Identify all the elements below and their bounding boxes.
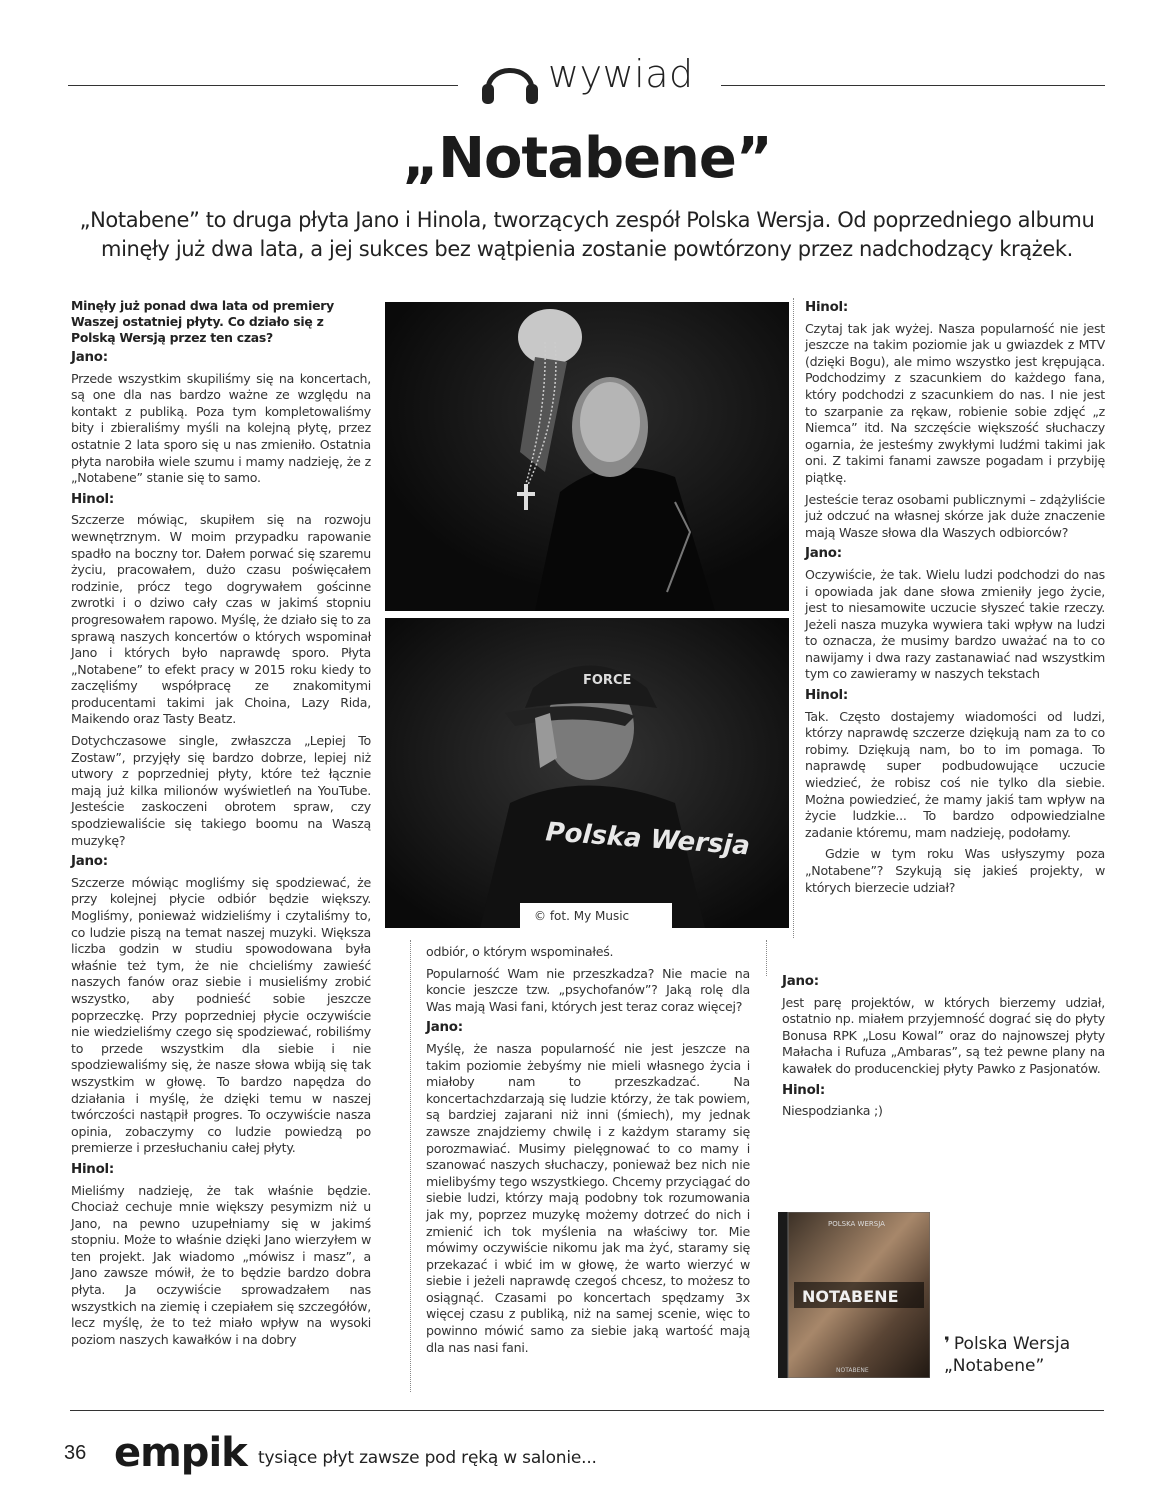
answer: Myślę, że nasza popularność nie jest jeszcze na takim poziomie żebyśmy nie mieli własnego życia i miałoby nam to przeszkadzać. Na koncertachzdarzają się ludzie którzy, że tak powiem, są bardziej zajarani niż inni (śmiech), my jednak zawsze znajdziemy chwilę i z każdym staramy się porozmawiać. Musimy pielęgnować to co mamy i szanować naszych słuchaczy, ponieważ bez nich nie mielibyśmy tego wszystkiego. Chcemy przyciągać do siebie ludzi, którzy mają podobny tok rozumowania jak my, poprzez muzykę możemy dotrzeć do nich i zmienić ich tok myślenia na właściwy tor. Mie mówimy oczywiście nikomu jak ma żyć, staramy się przekazać i wbić im w głowę, że warto wierzyć w siebie i jeżeli naprawdę czegoś chcesz, to możesz to osiągnąć. Czasami po koncertach spędzamy 3x więcej czasu z publiką, niż na samej scenie, więc to powinno mówić samo za siebie jaką wartość mają dla nas nasi fani. bbox=[426, 1040, 750, 1355]
speaker-label: Hinol: bbox=[805, 300, 848, 315]
column-divider bbox=[766, 940, 767, 976]
album-caption-title: „Notabene” bbox=[944, 1356, 1045, 1376]
answer: Mieliśmy nadzieję, że tak właśnie będzie. Chociaż cechuje mnie większy pesymizm niż u Jano, na pewno uzupełniamy się w jakimś stopniu. Może to właśnie dzięki Jano wierzyłem w ten projekt. Jak wiadomo „mówisz i masz”, a Jano zawsze mówił, że to będzie bardzo dobra płyta. Ja oczywiście sprowadzałem nas wszystkich na ziemię i czepiałem się szczegółów, lecz myślę, że to też miało wpływ na wysoki poziom naszych kawałków i na dobry bbox=[71, 1182, 371, 1347]
article-title: „Notabene” bbox=[402, 126, 772, 191]
question: Jesteście teraz osobami publicznymi – zdążyliście już odczuć na własnej skórze jak duże znaczenie mają Wasze słowa dla Waszych odbiorców? bbox=[805, 491, 1105, 540]
column-middle bbox=[426, 944, 750, 1361]
section-line-left bbox=[68, 85, 458, 86]
album-cover bbox=[778, 1212, 930, 1378]
column-right-continued bbox=[782, 972, 1105, 1125]
speaker-label: Jano: bbox=[426, 1020, 463, 1036]
footer-rule bbox=[70, 1410, 1104, 1411]
shirt-text: Polska Wersja bbox=[544, 817, 751, 862]
speaker-label: Jano: bbox=[805, 546, 842, 562]
empik-logo: empik bbox=[114, 1430, 247, 1476]
page-number: 36 bbox=[64, 1442, 87, 1464]
footer-slogan: tysiące płyt zawsze pod ręką w salonie... bbox=[258, 1448, 597, 1468]
headphones-icon bbox=[478, 50, 542, 106]
portrait-illustration bbox=[385, 302, 789, 611]
speaker-label: Jano: bbox=[71, 854, 108, 870]
photo-credit: © fot. My Music bbox=[520, 903, 672, 929]
answer: Tak. Często dostajemy wiadomości od ludzi, którzy naprawdę szczerze dziękują nam za to co robimy. Dziękują nam, bo to im pomaga. To naprawdę super podbudowujące uczucie wiedzieć, że robisz coś nie tylko dla siebie. Można powiedzieć, że mamy jakiś tam wpływ na życie ludzkie... To bardzo odpowiedzialne zadanie któremu, mam nadzieję, podołamy. bbox=[805, 708, 1105, 840]
speaker-label: Hinol: bbox=[71, 1161, 114, 1177]
column-divider bbox=[793, 298, 794, 938]
answer: Szczerze mówiąc mogliśmy się spodziewać, że przy kolejnej płycie odbiór będzie większy. Mogliśmy, ponieważ widzieliśmy i czytaliśmy to, co ludzie piszą na temat naszej muzyki. Większa liczba godzin w studiu spowodowana była właśnie też tym, że nie chcieliśmy zawieść naszych fanów oraz siebie i musieliśmy zrobić wszystko, aby podnieść sobie jeszcze poprzeczkę. Przy poprzedniej płycie oczywiście nie wiedzieliśmy czego się spodziewać, robiliśmy to przede wszystkim dla siebie i nie spodziewaliśmy się, że nasze słowa wbiją się tak wszystkim w głowę. To bardzo napędza do działania i myślę, że dzięki temu w naszej twórczości nastąpił progres. To oczywiście nasza opinia, zobaczymy co ludzie powiedzą po premierze i przesłuchaniu całej płyty. bbox=[71, 874, 371, 1156]
speaker-label: Hinol: bbox=[805, 688, 848, 704]
speaker-label: Hinol: bbox=[71, 491, 114, 507]
answer: Szczerze mówiąc, skupiłem się na rozwoju wewnętrznym. W moim przypadku rapowanie spadło na boczny tor. Dałem porwać się szaremu życiu, pracowałem, dużo czasu poświęcałem rodzinie, prócz tego dogrywałem gościnne zwrotki i o dziwo cały czas w jakimś stopniu progresowałem rapowo. Myślę, że działo się to za sprawą naszych koncertów o których wspominał Jano i których było naprawdę sporo. Płyta „Notabene” to efekt pracy w 2015 roku kiedy to zaczęliśmy współpracę ze znakomitymi producentami takimi jak Choina, Lazy Rida, Maikendo oraz Tasty Beatz. bbox=[71, 512, 371, 727]
question: Popularność Wam nie przeszkadza? Nie macie na koncie jeszcze tzw. „psychofanów”? Jaką rolę dla Was mają Wasi fani, których jest teraz coraz więcej? bbox=[426, 965, 750, 1014]
answer: Czytaj tak jak wyżej. Nasza popularność nie jest jeszcze na takim poziomie jak u gwiazdek z MTV (dzięki Bogu), ale mimo wszystko jest krępująca. Podchodzimy z szacunkiem do każdego fana, który podchodzi z szacunkiem do nas. I nie jest to szarpanie za rękaw, robienie sobie zdjęć „z Niemca” itd. Na szczęście większość słuchaczy ogarnia, że jesteśmy zwykłymi ludźmi takimi jak oni. Z takimi fanami zawsze pogadam i przybiję piątkę. bbox=[805, 320, 1105, 485]
column-divider bbox=[410, 940, 411, 1392]
quote-mark: ❜ bbox=[944, 1334, 950, 1354]
answer: Jest parę projektów, w których bierzemy udział, ostatnio np. miałem przyjemność dograć się do płyty Bonusa RPK „Losu Kowal” oraz do najnowszej płyty Małacha i Rufuza „Ambaras”, są też pewne plany na kawałek do producenckiej płyty Pawko z Pasjonatów. bbox=[782, 994, 1105, 1076]
answer: Oczywiście, że tak. Wielu ludzi podchodzi do nas i opowiada jak dane słowa zmieniły jego życie, jest to niesamowite uczucie słyszeć takie rzeczy. Jeżeli nasza muzyka wywiera taki wpływ na ludzi to oznacza, że musimy bardzo uważać na to co nawijamy i dwa razy zastanawiać nad wszystkim tym co zawieramy w naszych tekstach bbox=[805, 566, 1105, 682]
section-line-right bbox=[721, 85, 1105, 86]
cap-text: FORCE bbox=[583, 673, 632, 688]
album-cover-top-text: POLSKA WERSJA bbox=[828, 1220, 885, 1228]
album-caption bbox=[944, 1333, 1070, 1377]
column-left bbox=[71, 298, 371, 1353]
photo-jano bbox=[385, 302, 789, 611]
speaker-label: Jano: bbox=[782, 974, 819, 989]
answer: Przede wszystkim skupiliśmy się na koncertach, są one dla nas bardzo ważne ze względu na kontakt z publiką. Poza tym kompletowaliśmy bity i zbieraliśmy myśli na kolejną płytę, przez ostatnie 2 lata sporo się u nas zmieniło. Ostatnia płyta narobiła wiele szumu i mamy nadzieję, że z „Notabene” stanie się to samo. bbox=[71, 370, 371, 486]
portrait-illustration bbox=[385, 618, 789, 928]
section-label: wywiad bbox=[548, 52, 694, 96]
answer: Niespodzianka ;) bbox=[782, 1103, 883, 1119]
album-caption-artist: Polska Wersja bbox=[953, 1334, 1071, 1354]
question: Dotychczasowe single, zwłaszcza „Lepiej To Zostaw”, przyjęły się bardzo dobrze, lepiej niż utwory z poprzedniej płyty, które też łącznie mają już kilka milionów wyświetleń na YouTube. Jesteście zaskoczeni obrotem spraw, czy spodziewaliście się takiego boomu na Waszą muzykę? bbox=[71, 733, 371, 848]
article-lead: „Notabene” to druga płyta Jano i Hinola, tworzących zespół Polska Wersja. Od poprzedniego albumu minęły już dwa lata, a jej sukces bez wątpienia zostanie powtórzony przez nadchodzący krążek. bbox=[79, 208, 1095, 261]
album-cover-bottom-text: NOTABENE bbox=[836, 1367, 869, 1374]
question: Minęły już ponad dwa lata od premiery Waszej ostatniej płyty. Co działo się z Polską Wersją przez ten czas? bbox=[71, 298, 334, 345]
album-cover-title: NOTABENE bbox=[802, 1287, 899, 1306]
column-right bbox=[805, 298, 1105, 901]
answer: odbiór, o którym wspominałeś. bbox=[426, 944, 614, 959]
question: Gdzie w tym roku Was usłyszymy poza „Notabene”? Szykują się jakieś projekty, w których bierzecie udział? bbox=[805, 846, 1105, 895]
speaker-label: Hinol: bbox=[782, 1082, 825, 1098]
photo-hinol bbox=[385, 618, 789, 928]
speaker-label: Jano: bbox=[71, 350, 108, 365]
